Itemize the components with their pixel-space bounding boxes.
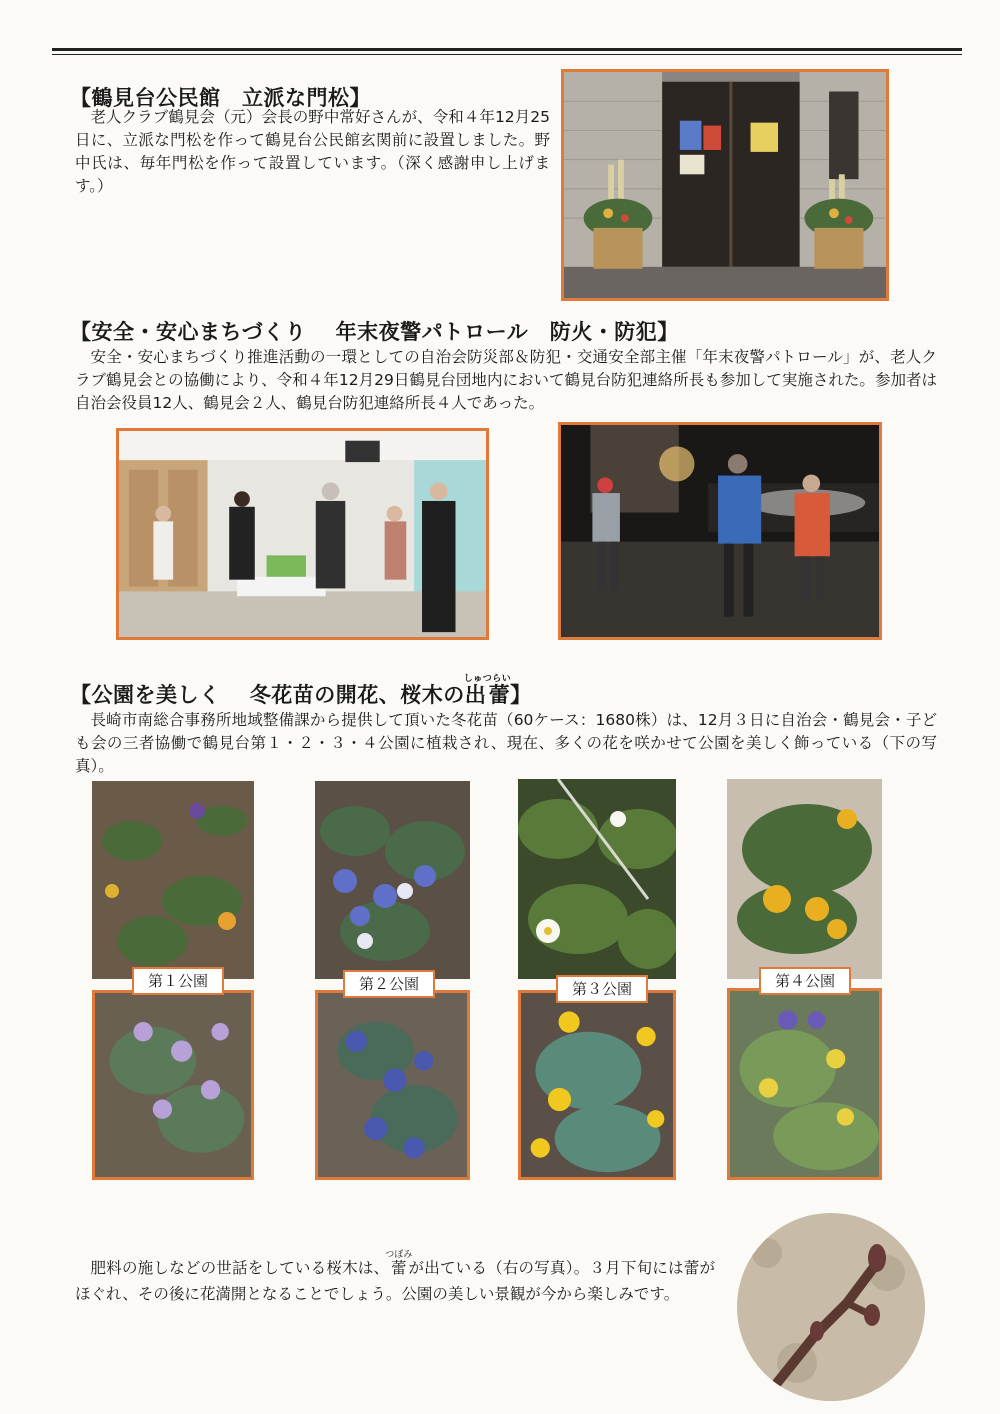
meeting-photo (116, 428, 489, 640)
park2-top-photo (315, 781, 470, 979)
section4-body (75, 1250, 715, 1307)
park4-top-photo (727, 779, 882, 979)
top-rule-thick (52, 48, 962, 51)
section2-title: 【安全・安心まちづくり 年末夜警パトロール 防火・防犯】 (70, 320, 679, 344)
night-patrol-photo (558, 422, 882, 640)
park3-label: 第３公園 (556, 975, 648, 1003)
section1-title: 【鶴見台公民館 立派な門松】 (70, 86, 371, 110)
section3-title (70, 674, 532, 709)
section3-title-before: 【公園を美しく 冬花苗の開花、桜木の (70, 683, 465, 707)
park3-top-photo (518, 779, 676, 979)
section4-ruby: 蕾つぼみ (385, 1250, 413, 1277)
section4-body-before: 肥料の施しなどの世話をしている桜木は、 (90, 1259, 390, 1277)
park1-bottom-photo (92, 990, 254, 1180)
park4-bottom-photo (727, 988, 882, 1180)
park1-top-photo (92, 781, 254, 979)
section2-body: 安全・安心まちづくり推進活動の一環としての自治会防災部＆防犯・交通安全部主催「年末夜警パトロール」が、老人クラブ鶴見会との協働により、令和４年12月29日鶴見台団地内において鶴見台防犯連絡所長も参加して実施された。参加者は自治会役員12人、鶴見会２人、鶴見台防犯連絡所長４人であった。 (75, 348, 937, 412)
section4-body-after: が出ている（右の写真）。３月下旬には蕾がほぐれ、その後に花満開となることでしょう。公園の美しい景観が今から楽しみです。 (75, 1259, 715, 1303)
section1-body: 老人クラブ鶴見会（元）会長の野中常好さんが、令和４年12月25日に、立派な門松を作って鶴見台公民館玄関前に設置しました。野中氏は、毎年門松を作って設置しています。（深く感謝申し上げます。） (75, 108, 550, 195)
park1-label: 第１公園 (132, 967, 224, 995)
park4-label: 第４公園 (759, 967, 851, 995)
section3-title-ruby: 出蕾しゅつらい (463, 674, 512, 707)
kadomatsu-photo (561, 69, 889, 301)
section3-title-after: 】 (510, 683, 532, 707)
top-rule-thin (52, 54, 962, 55)
cherry-bud-photo (737, 1213, 925, 1401)
park2-label: 第２公園 (343, 970, 435, 998)
park2-bottom-photo (315, 990, 470, 1180)
section3-body: 長崎市南総合事務所地域整備課から提供して頂いた冬花苗（60ケース：1680株）は、12月３日に自治会・鶴見会・子ども会の三者協働で鶴見台第１・２・３・４公園に植栽され、現在、多くの花を咲かせて公園を美しく飾っている（下の写真）。 (75, 711, 937, 775)
park3-bottom-photo (518, 990, 676, 1180)
